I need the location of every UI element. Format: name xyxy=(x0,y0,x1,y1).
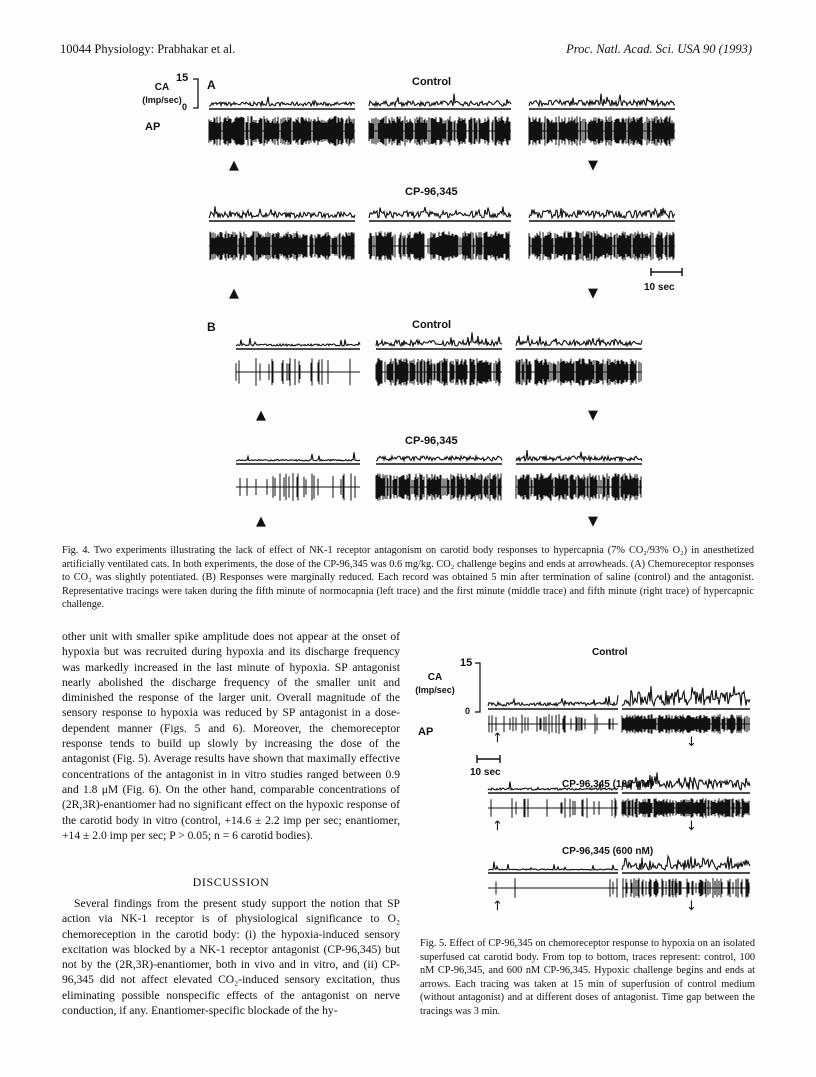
fig5-control-ca-trace-2 xyxy=(622,694,750,714)
fig4-b-control-start-arrowhead: ▲ xyxy=(256,408,266,423)
fig5-control-ap-trace-2 xyxy=(622,714,750,734)
fig5-100nM-start-arrow: ↑ xyxy=(492,819,503,834)
running-header-left: 10044 Physiology: Prabhakar et al. xyxy=(60,42,236,56)
fig5-axis-line xyxy=(474,662,482,714)
fig4-b-drug-ap-trace-3 xyxy=(516,473,642,501)
fig4-b-drug-ca-trace-1 xyxy=(236,449,360,469)
fig4-axis-bracket xyxy=(192,78,200,110)
fig4-a-control-ap-trace-3 xyxy=(529,116,675,146)
fig4-b-drug-start-arrowhead: ▲ xyxy=(256,514,266,529)
fig5-control-ca-trace-1 xyxy=(488,694,618,714)
discussion-heading: DISCUSSION xyxy=(192,875,270,889)
fig5-100nM-end-arrow: ↓ xyxy=(686,819,697,834)
fig4-b-control-ap-trace-3 xyxy=(516,358,642,386)
fig4-a-control-end-arrowhead: ▼ xyxy=(588,158,598,173)
fig4-a-control-title: Control xyxy=(412,76,452,88)
fig4-panel-b-label: B xyxy=(207,320,216,334)
fig5-scale-bar xyxy=(476,754,502,764)
fig4-b-control-ca-trace-2 xyxy=(376,334,502,354)
fig4-ca-label-line2: (Imp/sec) xyxy=(142,95,182,105)
fig5-ap-label: AP xyxy=(418,726,434,738)
fig5-control-ap-trace-1 xyxy=(488,714,618,734)
fig4-b-control-ap-trace-2 xyxy=(376,358,502,386)
fig5-100nM-ap-trace-2 xyxy=(622,798,750,818)
fig4-a-control-ap-trace-1 xyxy=(209,116,355,146)
fig4-a-drug-end-arrowhead: ▼ xyxy=(588,286,598,301)
running-header-right: Proc. Natl. Acad. Sci. USA 90 (1993) xyxy=(566,42,752,56)
fig4-a-drug-ap-trace-1 xyxy=(209,231,355,261)
fig5-ca-label-line1: CA xyxy=(427,672,443,683)
fig4-b-control-ca-trace-1 xyxy=(236,334,360,354)
fig5-600nM-end-arrow: ↓ xyxy=(686,899,697,914)
fig5-scale-label: 10 sec xyxy=(470,767,501,778)
fig5-control-title: Control xyxy=(592,647,628,658)
fig4-axis-max: 15 xyxy=(176,72,189,84)
fig4-a-control-ca-trace-3 xyxy=(529,94,675,114)
fig4-a-drug-ap-trace-2 xyxy=(369,231,511,261)
fig5-600nM-ap-trace-2 xyxy=(622,878,750,898)
fig4-a-control-ca-trace-2 xyxy=(369,94,511,114)
fig5-100nM-ca-trace-2 xyxy=(622,778,750,798)
fig5-axis-max: 15 xyxy=(460,657,473,669)
fig5-100nM-ap-trace-1 xyxy=(488,798,618,818)
fig5-100nM-ca-trace-1 xyxy=(488,778,618,798)
fig4-panel-a-label: A xyxy=(207,78,216,92)
fig4-b-control-title: Control xyxy=(412,319,452,331)
fig4-b-control-ca-trace-3 xyxy=(516,334,642,354)
fig4-a-drug-ap-trace-3 xyxy=(529,231,675,261)
fig5-control-end-arrow: ↓ xyxy=(686,735,697,750)
fig4-caption: Fig. 4. Two experiments illustrating the lack of effect of NK-1 receptor antagonism on carotid body responses to hypercapnia (7% CO₂/93% O₂) in anesthetized artificially ventilated cats. In both experiments, the dose of the CP-96,345 was 0.6 mg/kg. CO₂ challenge begins and ends at arrowheads. (A) Chemoreceptor responses to CO₂ was slightly potentiated. (B) Responses were marginally reduced. Each record was obtained 5 min after termination of saline (control) and the antagonist. Representative tracings were taken during the fifth minute of normocapnia (left trace) and the first minute (middle trace) and fifth minute (right trace) of hypercapnic challenge. xyxy=(62,545,754,611)
fig4-b-control-ap-trace-1 xyxy=(236,358,360,386)
fig5-100nM-title: CP-96,345 (100 nM) xyxy=(562,779,654,790)
fig4-ca-label-line1: CA xyxy=(154,82,170,93)
fig5-axis-zero: 0 xyxy=(465,706,471,716)
results-paragraph: other unit with smaller spike amplitude does not appear at the onset of hypoxia but was recruited during hypoxia and its discharge frequency was markedly increased in the last minute of hypoxia. SP antagonist nearly abolished the discharge frequency of the smaller unit and diminished the response of the larger unit. Overall magnitude of the sensory response to hypoxia was reduced by SP antagonist in a dose-dependent manner (Figs. 5 and 6). Moreover, the chemoreceptor response tends to build up slowly by increasing the dose of the antagonist (Fig. 5). Average results have shown that maximally effective concentrations of the antagonist in in vitro studies ranged between 0.9 and 1.8 μM (Fig. 6). On the other hand, comparable concentrations of (2R,3R)-enantiomer had no significant effect on the hypoxic response of the carotid body in vitro (control, +14.6 ± 2.2 imp per sec; enantiomer, +14 ± 2.0 imp per sec; P > 0.05; n = 6 carotid bodies). xyxy=(62,630,400,842)
fig4-a-drug-ca-trace-2 xyxy=(369,206,511,226)
fig4-b-drug-ca-trace-2 xyxy=(376,449,502,469)
fig5-600nM-ca-trace-2 xyxy=(622,858,750,878)
fig4-a-control-ca-trace-1 xyxy=(209,94,355,114)
fig4-a-drug-ca-trace-3 xyxy=(529,206,675,226)
fig4-b-drug-ap-trace-2 xyxy=(376,473,502,501)
fig4-scale-label: 10 sec xyxy=(644,282,675,293)
fig4-scale-bar xyxy=(650,267,684,277)
fig4-b-drug-title: CP-96,345 xyxy=(405,435,458,447)
fig4-a-control-ap-trace-2 xyxy=(369,116,511,146)
fig4-a-control-start-arrowhead: ▲ xyxy=(229,158,239,173)
fig5-control-start-arrow: ↑ xyxy=(492,731,503,746)
fig4-ca-label xyxy=(140,82,184,106)
fig5-600nM-ap-trace-1 xyxy=(488,878,618,898)
fig4-b-drug-ca-trace-3 xyxy=(516,449,642,469)
fig5-600nM-ca-trace-1 xyxy=(488,858,618,878)
fig4-a-drug-start-arrowhead: ▲ xyxy=(229,286,239,301)
fig5-caption: Fig. 5. Effect of CP-96,345 on chemoreceptor response to hypoxia on an isolated superfused cat carotid body. From top to bottom, traces represent: control, 100 nM CP-96,345, and 600 nM CP-96,345. Hypoxic challenge begins and ends at arrows. Each tracing was taken at 15 min of superfusion of control medium (without antagonist) and at different doses of antagonist. Time gap between the tracings was 3 min. xyxy=(420,938,755,1017)
fig4-ap-label: AP xyxy=(145,121,161,133)
fig4-a-drug-ca-trace-1 xyxy=(209,206,355,226)
fig4-a-drug-title: CP-96,345 xyxy=(405,186,458,198)
fig5-ca-label-line2: (Imp/sec) xyxy=(415,685,455,695)
discussion-paragraph: Several findings from the present study support the notion that SP action via NK-1 receptor is of physiological significance to O₂ chemoreception in the carotid body: (i) the hypoxia-induced sensory excitation was blocked by a NK-1 receptor antagonist (CP-96,345) but not by the (2R,3R)-enantiomer, both in vivo and in vitro, and (ii) CP-96,345 did not affect elevated CO₂-induced sensory excitation, thus eliminating possible nonspecific effects of the antagonist on nerve conduction, if any. Enantiomer-specific blockade of the hy- xyxy=(62,897,400,1018)
fig5-600nM-start-arrow: ↑ xyxy=(492,899,503,914)
fig5-ca-label xyxy=(410,672,460,696)
fig4-b-control-end-arrowhead: ▼ xyxy=(588,408,598,423)
fig5-600nM-title: CP-96,345 (600 nM) xyxy=(562,846,654,857)
fig4-b-drug-end-arrowhead: ▼ xyxy=(588,514,598,529)
fig4-b-drug-ap-trace-1 xyxy=(236,473,360,501)
fig4-axis-zero: 0 xyxy=(182,102,188,112)
